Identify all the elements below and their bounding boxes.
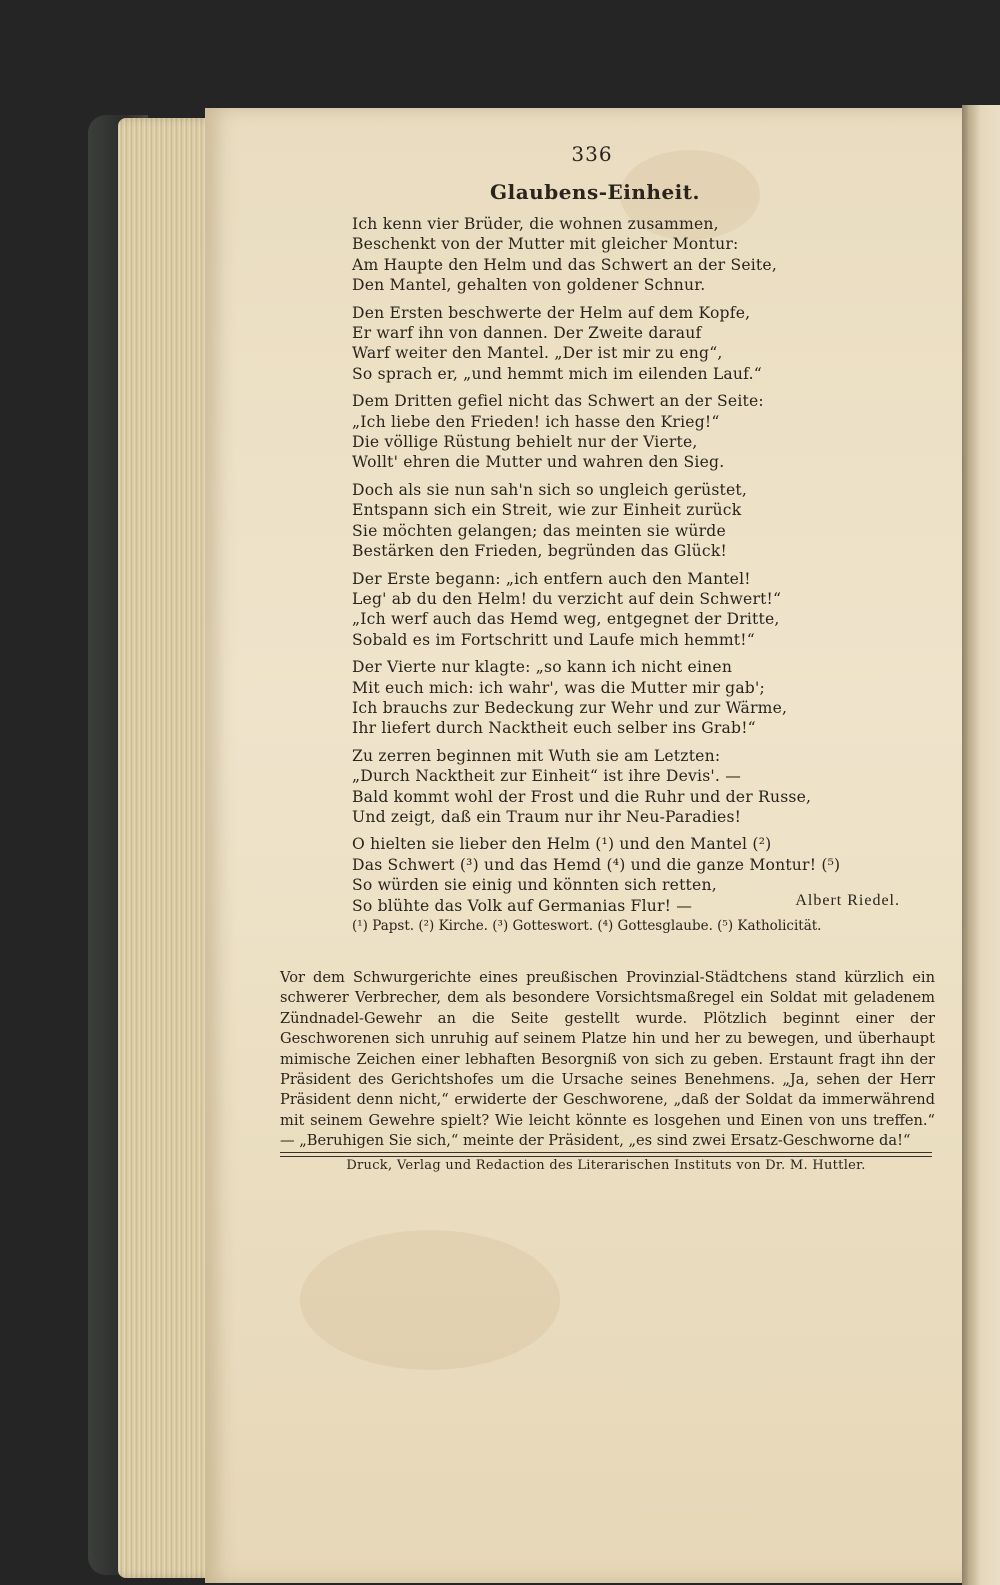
poem-line: Er warf ihn von dannen. Der Zweite darauf <box>352 324 702 343</box>
poem-line: Den Mantel, gehalten von goldener Schnur. <box>352 276 706 295</box>
poem-line: Und zeigt, daß ein Traum nur ihr Neu-Paradies! <box>352 807 742 826</box>
poem-line: Den Ersten beschwerte der Helm auf dem Kopfe, <box>352 303 751 322</box>
poem-line: So würden sie einig und könnten sich retten, <box>352 876 717 895</box>
poem-line: Mit euch mich: ich wahr', was die Mutter mir gab'; <box>352 678 765 697</box>
poem-line: Wollt' ehren die Mutter und wahren den Sieg. <box>352 453 725 472</box>
poem-title: Glaubens-Einheit. <box>490 180 700 204</box>
poem-line: O hielten sie lieber den Helm (¹) und den Mantel (²) <box>352 835 772 854</box>
poem-line: Leg' ab du den Helm! du verzicht auf dein Schwert!“ <box>352 589 782 608</box>
poem-line: Beschenkt von der Mutter mit gleicher Montur: <box>352 235 739 254</box>
poem-line: Dem Dritten gefiel nicht das Schwert an der Seite: <box>352 392 764 411</box>
poem-stanza <box>352 303 802 385</box>
poem <box>352 214 841 923</box>
poem-line: Am Haupte den Helm und das Schwert an der Seite, <box>352 255 777 274</box>
poem-line: So blühte das Volk auf Germanias Flur! — <box>352 896 693 915</box>
poem-stanza <box>352 480 802 562</box>
poem-line: „Ich werf auch das Hemd weg, entgegnet der Dritte, <box>352 610 780 629</box>
poem-stanza <box>352 746 812 828</box>
poem-line: Doch als sie nun sah'n sich so ungleich gerüstet, <box>352 480 748 499</box>
poem-line: „Durch Nacktheit zur Einheit“ ist ihre Devis'. — <box>352 767 742 786</box>
poem-line: Entspann sich ein Streit, wie zur Einheit zurück <box>352 501 742 520</box>
poem-line: So sprach er, „und hemmt mich im eilenden Lauf.“ <box>352 364 762 383</box>
poem-line: Sie möchten gelangen; das meinten sie würde <box>352 521 726 540</box>
poem-line: Bald kommt wohl der Frost und die Ruhr und der Russe, <box>352 787 812 806</box>
poem-stanza <box>352 834 841 916</box>
poem-stanza <box>352 214 802 296</box>
poem-line: Der Erste begann: „ich entfern auch den Mantel! <box>352 569 751 588</box>
poem-stanza <box>352 569 802 651</box>
poem-line: Bestärken den Frieden, begründen das Glück! <box>352 542 727 561</box>
poem-line: Sobald es im Fortschritt und Laufe mich hemmt!“ <box>352 630 755 649</box>
poem-line: „Ich liebe den Frieden! ich hasse den Krieg!“ <box>352 412 720 431</box>
page-number: 336 <box>571 142 613 166</box>
poem-footnotes: (¹) Papst. (²) Kirche. (³) Gotteswort. (⁴) Gottesglaube. (⁵) Katholicität. <box>352 918 822 934</box>
poem-line: Das Schwert (³) und das Hemd (⁴) und die ganze Montur! (⁵) <box>352 855 841 874</box>
publisher-imprint: Druck, Verlag und Redaction des Literarischen Instituts von Dr. M. Huttler. <box>346 1158 866 1173</box>
poem-line: Ich kenn vier Brüder, die wohnen zusammen, <box>352 215 719 233</box>
poem-line: Warf weiter den Mantel. „Der ist mir zu eng“, <box>352 344 723 363</box>
poem-line: Ich brauchs zur Bedeckung zur Wehr und zur Wärme, <box>352 698 788 717</box>
poem-line: Ihr liefert durch Nacktheit euch selber ins Grab!“ <box>352 719 756 738</box>
poem-stanza <box>352 391 802 473</box>
anecdote-paragraph: Vor dem Schwurgerichte eines preußischen Provinzial-Städtchens stand kürzlich ein schwerer Verbrecher, dem als besondere Vorsichtsmaßregel ein Soldat mit geladenem Zündnadel-Gewehr an die Seite gestellt wurde. Plötzlich beginnt einer der Geschworenen sich unruhig auf seinem Platze hin und her zu bewegen, und überhaupt mimische Zeichen einer lebhaften Besorgniß von sich zu geben. Erstaunt fragt ihn der Präsident des Gerichtshofes um die Ursache seines Benehmens. „Ja, sehen der Herr Präsident denn nicht,“ erwiderte der Geschworene, „daß der Soldat da immerwährend mit seinem Gewehre spielt? Wie leicht könnte es losgehen und Einen von uns treffen.“ — „Beruhigen Sie sich,“ meinte der Präsident, „es sind zwei Ersatz-Geschworne da!“ <box>280 969 935 1150</box>
poem-line: Der Vierte nur klagte: „so kann ich nicht einen <box>352 658 733 677</box>
poem-stanza <box>352 657 802 739</box>
double-rule-divider <box>280 1152 932 1157</box>
poem-line: Zu zerren beginnen mit Wuth sie am Letzten: <box>352 746 721 765</box>
poem-line: Die völlige Rüstung behielt nur der Vierte, <box>352 433 698 452</box>
poem-author: Albert Riedel. <box>795 892 900 909</box>
